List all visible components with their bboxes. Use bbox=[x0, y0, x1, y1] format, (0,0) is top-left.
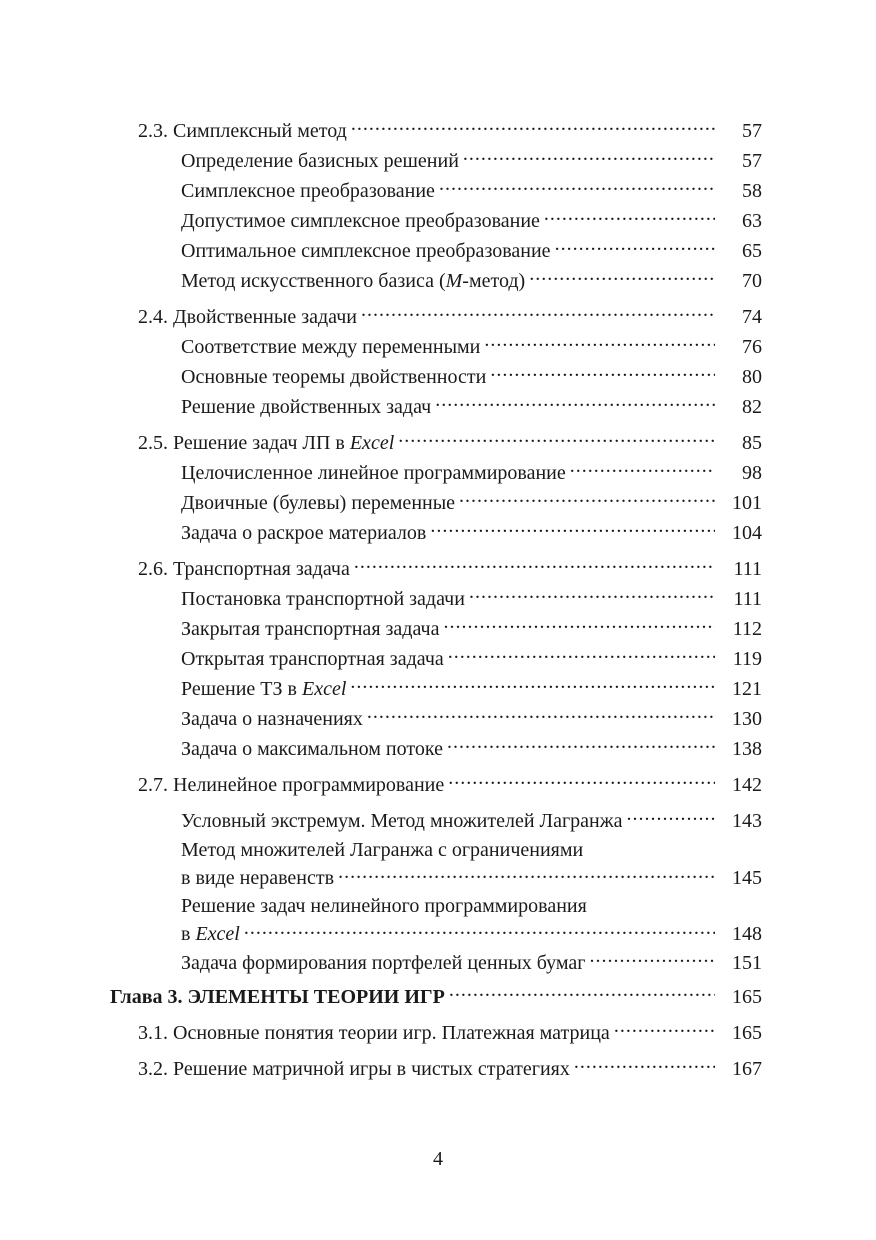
item-title: Задача формирования портфелей ценных бумаг bbox=[181, 952, 586, 974]
leader-dots bbox=[484, 333, 715, 353]
toc-item[interactable] bbox=[110, 644, 762, 674]
toc-item[interactable] bbox=[110, 392, 762, 422]
page-number: 143 bbox=[732, 810, 762, 832]
item-title-part: в bbox=[181, 923, 196, 945]
item-title: Определение базисных решений bbox=[181, 150, 459, 172]
section-title: Решение матричной игры в чистых стратегиях bbox=[173, 1058, 570, 1080]
leader-dots bbox=[544, 207, 715, 227]
leader-dots bbox=[570, 459, 715, 479]
section-number: 3.1. bbox=[138, 1022, 168, 1044]
item-title-line1: Решение задач нелинейного программирования bbox=[181, 895, 587, 917]
leader-dots bbox=[351, 117, 715, 137]
item-title: Двоичные (булевы) переменные bbox=[181, 492, 456, 514]
leader-dots bbox=[338, 864, 715, 884]
toc-item[interactable] bbox=[110, 614, 762, 644]
toc-item[interactable] bbox=[110, 206, 762, 236]
item-title: Решение двойственных задач bbox=[181, 396, 432, 418]
item-title: Основные теоремы двойственности bbox=[181, 366, 487, 388]
section-number: 3.2. bbox=[138, 1058, 168, 1080]
toc-item[interactable] bbox=[110, 734, 762, 764]
page-footer-number: 4 bbox=[433, 1148, 443, 1170]
page-number: 112 bbox=[732, 618, 762, 640]
page-number: 165 bbox=[732, 1022, 762, 1044]
section-title-part: Решение задач ЛП в bbox=[173, 432, 350, 454]
leader-dots bbox=[614, 1019, 715, 1039]
section-title: Симплексный метод bbox=[173, 120, 347, 142]
toc-item[interactable] bbox=[110, 584, 762, 614]
item-title-line1: Метод множителей Лагранжа с ограничениями bbox=[181, 839, 584, 861]
leader-dots bbox=[490, 363, 715, 383]
leader-dots bbox=[529, 267, 715, 287]
page-number: 80 bbox=[742, 366, 762, 388]
toc-section-3-1[interactable] bbox=[110, 1018, 762, 1048]
page-number: 111 bbox=[733, 588, 762, 610]
page-number: 130 bbox=[732, 708, 762, 730]
toc-section-2-4[interactable] bbox=[110, 302, 762, 332]
toc-item[interactable] bbox=[110, 674, 762, 704]
page-number: 74 bbox=[742, 306, 762, 328]
section-number: 2.3. bbox=[138, 120, 168, 142]
item-title-line2: в виде неравенств bbox=[181, 867, 335, 889]
leader-dots bbox=[448, 645, 715, 665]
section-number: 2.6. bbox=[138, 558, 168, 580]
toc-item-multiline[interactable] bbox=[110, 836, 762, 892]
section-number: 2.4. bbox=[138, 306, 168, 328]
page-number: 111 bbox=[733, 558, 762, 580]
leader-dots bbox=[469, 585, 715, 605]
toc-item[interactable] bbox=[110, 518, 762, 548]
toc-item[interactable] bbox=[110, 176, 762, 206]
page-number: 63 bbox=[742, 210, 762, 232]
section-title: Двойственные задачи bbox=[173, 306, 357, 328]
toc-section-2-5[interactable] bbox=[110, 428, 762, 458]
page-number: 57 bbox=[742, 150, 762, 172]
toc-chapter-3[interactable] bbox=[110, 982, 762, 1012]
toc-item-multiline[interactable] bbox=[110, 892, 762, 948]
section-title: Транспортная задача bbox=[173, 558, 350, 580]
item-title-line2 bbox=[181, 920, 240, 948]
item-title bbox=[181, 266, 525, 296]
item-title: Допустимое симплексное преобразование bbox=[181, 210, 540, 232]
item-title: Симплексное преобразование bbox=[181, 180, 435, 202]
page-number: 142 bbox=[732, 774, 762, 796]
page-number: 98 bbox=[742, 462, 762, 484]
toc-item[interactable] bbox=[110, 332, 762, 362]
leader-dots bbox=[435, 393, 715, 413]
leader-dots bbox=[443, 615, 715, 635]
item-title: Задача о максимальном потоке bbox=[181, 738, 443, 760]
item-title: Целочисленное линейное программирование bbox=[181, 462, 566, 484]
leader-dots bbox=[430, 519, 715, 539]
page-number: 70 bbox=[742, 270, 762, 292]
section-title: Нелинейное программирование bbox=[173, 774, 445, 796]
toc-section-2-7[interactable] bbox=[110, 770, 762, 800]
leader-dots bbox=[350, 675, 715, 695]
item-title-italic: Excel bbox=[301, 678, 347, 700]
item-title-italic: M bbox=[445, 270, 463, 292]
section-title: Основные понятия теории игр. Платежная матрица bbox=[173, 1022, 610, 1044]
leader-dots bbox=[590, 949, 715, 969]
leader-dots bbox=[463, 147, 715, 167]
chapter-title: Глава 3. ЭЛЕМЕНТЫ ТЕОРИИ ИГР bbox=[110, 986, 445, 1008]
item-title: Открытая транспортная задача bbox=[181, 648, 444, 670]
item-title bbox=[181, 674, 346, 704]
toc-item[interactable] bbox=[110, 236, 762, 266]
item-title: Постановка транспортной задачи bbox=[181, 588, 465, 610]
item-title: Условный экстремум. Метод множителей Лагранжа bbox=[181, 810, 623, 832]
page-number: 148 bbox=[732, 923, 762, 945]
page-number: 76 bbox=[742, 336, 762, 358]
page-number: 101 bbox=[732, 492, 762, 514]
leader-dots bbox=[398, 429, 715, 449]
toc-section-2-3[interactable] bbox=[110, 116, 762, 146]
page-number: 82 bbox=[742, 396, 762, 418]
page-number: 165 bbox=[732, 986, 762, 1008]
leader-dots bbox=[439, 177, 715, 197]
toc-section-2-6[interactable] bbox=[110, 554, 762, 584]
page-number: 57 bbox=[742, 120, 762, 142]
item-title: Задача о раскрое материалов bbox=[181, 522, 427, 544]
leader-dots bbox=[459, 489, 715, 509]
item-title-italic: Excel bbox=[195, 923, 240, 945]
leader-dots bbox=[574, 1055, 715, 1075]
item-title: Задача о назначениях bbox=[181, 708, 363, 730]
leader-dots bbox=[555, 237, 715, 257]
page-number: 58 bbox=[742, 180, 762, 202]
toc-item[interactable] bbox=[110, 806, 762, 836]
section-title bbox=[173, 428, 394, 458]
toc-item[interactable] bbox=[110, 458, 762, 488]
leader-dots bbox=[367, 705, 715, 725]
leader-dots bbox=[244, 920, 715, 940]
toc-section-3-2[interactable] bbox=[110, 1054, 762, 1084]
leader-dots bbox=[448, 771, 715, 791]
table-of-contents bbox=[110, 116, 762, 1084]
item-title-line2-row bbox=[181, 864, 762, 892]
item-title-part: Решение ТЗ в bbox=[181, 678, 302, 700]
page-number: 138 bbox=[732, 738, 762, 760]
page-number: 145 bbox=[732, 867, 762, 889]
leader-dots bbox=[449, 983, 715, 1003]
item-title: Закрытая транспортная задача bbox=[181, 618, 440, 640]
page-number: 104 bbox=[732, 522, 762, 544]
section-number: 2.5. bbox=[138, 432, 168, 454]
leader-dots bbox=[361, 303, 715, 323]
page-number: 121 bbox=[732, 678, 762, 700]
item-title-line2-row bbox=[181, 920, 762, 948]
item-title: Соответствие между переменными bbox=[181, 336, 481, 358]
toc-item[interactable] bbox=[110, 362, 762, 392]
page-number: 65 bbox=[742, 240, 762, 262]
leader-dots bbox=[626, 807, 715, 827]
toc-item[interactable] bbox=[110, 488, 762, 518]
section-title-italic: Excel bbox=[349, 432, 395, 454]
item-title-part: -метод) bbox=[462, 270, 526, 292]
toc-item[interactable] bbox=[110, 266, 762, 296]
toc-item[interactable] bbox=[110, 948, 762, 978]
leader-dots bbox=[447, 735, 715, 755]
leader-dots bbox=[354, 555, 715, 575]
toc-item[interactable] bbox=[110, 146, 762, 176]
toc-item[interactable] bbox=[110, 704, 762, 734]
page-number: 151 bbox=[732, 952, 762, 974]
item-title: Оптимальное симплексное преобразование bbox=[181, 240, 551, 262]
page-number: 85 bbox=[742, 432, 762, 454]
item-title-part: Метод искусственного базиса ( bbox=[181, 270, 446, 292]
page-number: 167 bbox=[732, 1058, 762, 1080]
section-number: 2.7. bbox=[138, 774, 168, 796]
page-number: 119 bbox=[732, 648, 762, 670]
